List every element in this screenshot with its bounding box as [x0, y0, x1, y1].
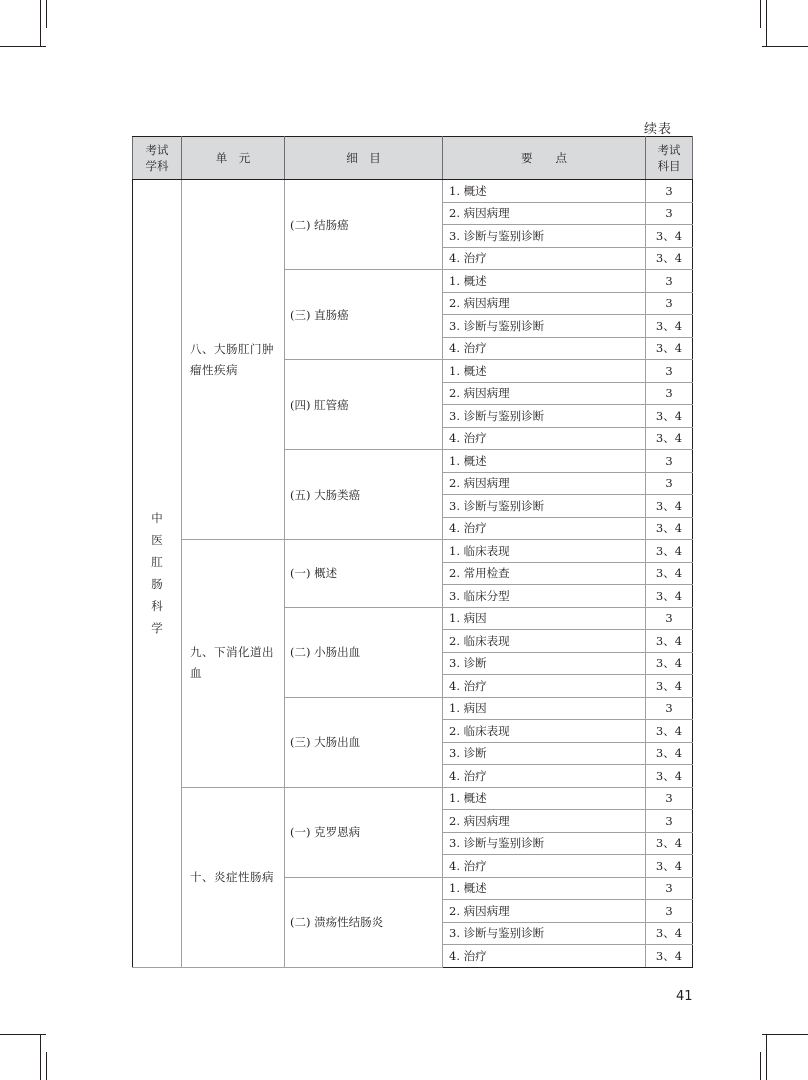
level-cell: 3、4 [646, 765, 693, 788]
level-cell: 3、4 [646, 315, 693, 338]
level-cell: 3、4 [646, 225, 693, 248]
item-cell: (四) 肛管癌 [285, 360, 443, 450]
point-cell: 1. 概述 [443, 270, 646, 293]
level-cell: 3、4 [646, 922, 693, 945]
level-cell: 3 [646, 787, 693, 810]
point-cell: 1. 临床表现 [443, 540, 646, 563]
point-cell: 2. 临床表现 [443, 630, 646, 653]
point-cell: 4. 治疗 [443, 337, 646, 360]
level-cell: 3 [646, 450, 693, 473]
point-cell: 2. 病因病理 [443, 202, 646, 225]
level-cell: 3、4 [646, 540, 693, 563]
unit-cell: 十、炎症性肠病 [182, 787, 285, 967]
table-row [133, 180, 693, 203]
level-cell: 3、4 [646, 405, 693, 428]
header-subject: 考试学科 [133, 137, 182, 180]
point-cell: 2. 病因病理 [443, 292, 646, 315]
point-cell: 2. 病因病理 [443, 900, 646, 923]
point-cell: 3. 临床分型 [443, 585, 646, 608]
item-cell: (五) 大肠类癌 [285, 450, 443, 540]
level-cell: 3、4 [646, 495, 693, 518]
level-cell: 3 [646, 877, 693, 900]
level-cell: 3 [646, 382, 693, 405]
table-body [133, 180, 693, 968]
level-cell: 3、4 [646, 652, 693, 675]
point-cell: 4. 治疗 [443, 945, 646, 968]
point-cell: 4. 治疗 [443, 517, 646, 540]
point-cell: 2. 临床表现 [443, 720, 646, 743]
unit-cell: 八、大肠肛门肿瘤性疾病 [182, 180, 285, 540]
item-cell: (一) 概述 [285, 540, 443, 608]
level-cell: 3、4 [646, 517, 693, 540]
level-cell: 3、4 [646, 562, 693, 585]
unit-cell: 九、下消化道出血 [182, 540, 285, 788]
item-cell: (二) 结肠癌 [285, 180, 443, 270]
syllabus-table [132, 136, 693, 968]
point-cell: 3. 诊断与鉴别诊断 [443, 922, 646, 945]
level-cell: 3 [646, 202, 693, 225]
level-cell: 3 [646, 810, 693, 833]
level-cell: 3、4 [646, 585, 693, 608]
level-cell: 3、4 [646, 945, 693, 968]
level-cell: 3 [646, 472, 693, 495]
point-cell: 1. 病因 [443, 607, 646, 630]
level-cell: 3 [646, 180, 693, 203]
point-cell: 4. 治疗 [443, 675, 646, 698]
level-cell: 3 [646, 360, 693, 383]
level-cell: 3、4 [646, 337, 693, 360]
point-cell: 2. 病因病理 [443, 382, 646, 405]
point-cell: 4. 治疗 [443, 855, 646, 878]
point-cell: 3. 诊断与鉴别诊断 [443, 405, 646, 428]
point-cell: 3. 诊断与鉴别诊断 [443, 225, 646, 248]
header-item: 细 目 [285, 137, 443, 180]
table-header-row [133, 137, 693, 180]
point-cell: 1. 概述 [443, 877, 646, 900]
level-cell: 3、4 [646, 855, 693, 878]
point-cell: 3. 诊断与鉴别诊断 [443, 832, 646, 855]
item-cell: (三) 大肠出血 [285, 697, 443, 787]
header-unit: 单 元 [182, 137, 285, 180]
point-cell: 3. 诊断与鉴别诊断 [443, 495, 646, 518]
continued-label: 续表 [644, 122, 673, 137]
level-cell: 3、4 [646, 427, 693, 450]
level-cell: 3、4 [646, 247, 693, 270]
point-cell: 3. 诊断 [443, 742, 646, 765]
point-cell: 4. 治疗 [443, 765, 646, 788]
level-cell: 3 [646, 900, 693, 923]
point-cell: 1. 病因 [443, 697, 646, 720]
header-point: 要 点 [443, 137, 646, 180]
point-cell: 4. 治疗 [443, 427, 646, 450]
point-cell: 3. 诊断 [443, 652, 646, 675]
item-cell: (一) 克罗恩病 [285, 787, 443, 877]
item-cell: (二) 溃疡性结肠炎 [285, 877, 443, 967]
point-cell: 4. 治疗 [443, 247, 646, 270]
point-cell: 2. 病因病理 [443, 472, 646, 495]
level-cell: 3 [646, 607, 693, 630]
header-level: 考试科目 [646, 137, 693, 180]
point-cell: 2. 病因病理 [443, 810, 646, 833]
level-cell: 3、4 [646, 720, 693, 743]
level-cell: 3 [646, 292, 693, 315]
point-cell: 1. 概述 [443, 450, 646, 473]
subject-cell: 中医肛肠科学 [133, 180, 182, 968]
item-cell: (二) 小肠出血 [285, 607, 443, 697]
point-cell: 1. 概述 [443, 787, 646, 810]
level-cell: 3 [646, 270, 693, 293]
point-cell: 2. 常用检查 [443, 562, 646, 585]
level-cell: 3、4 [646, 630, 693, 653]
table-row [133, 540, 693, 563]
page-number: 41 [676, 989, 693, 1004]
point-cell: 1. 概述 [443, 360, 646, 383]
level-cell: 3、4 [646, 675, 693, 698]
point-cell: 3. 诊断与鉴别诊断 [443, 315, 646, 338]
point-cell: 1. 概述 [443, 180, 646, 203]
level-cell: 3、4 [646, 832, 693, 855]
item-cell: (三) 直肠癌 [285, 270, 443, 360]
level-cell: 3、4 [646, 742, 693, 765]
level-cell: 3 [646, 697, 693, 720]
table-row [133, 787, 693, 810]
